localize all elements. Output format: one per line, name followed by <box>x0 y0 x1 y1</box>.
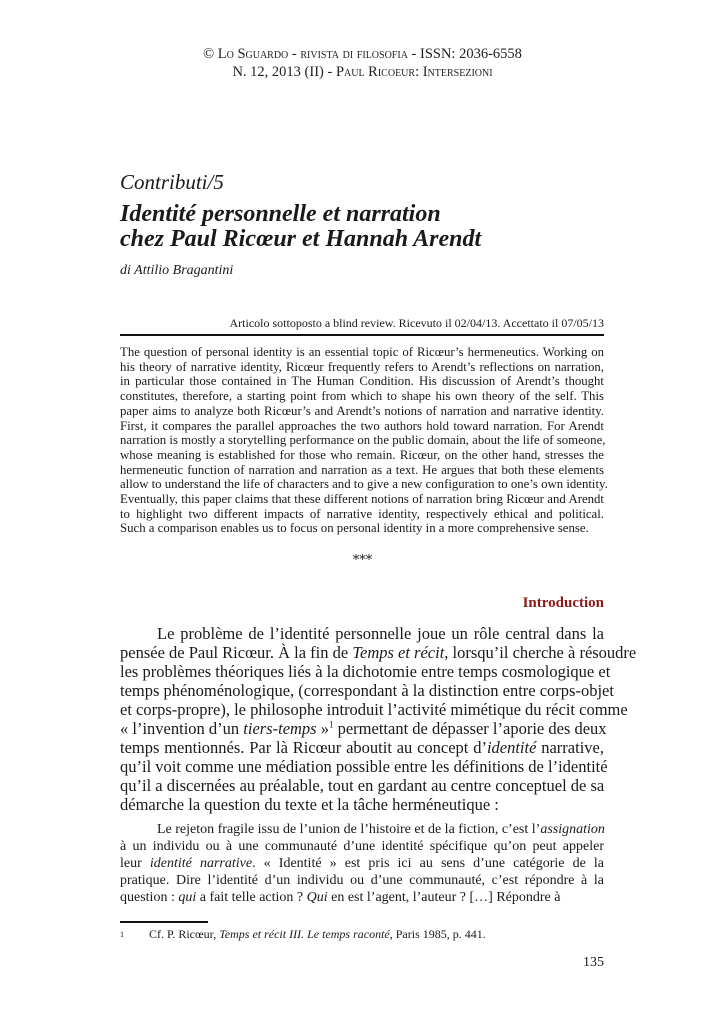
italic-text: Temps et récit <box>352 643 445 662</box>
section-label: Contributi/5 <box>120 170 224 194</box>
text-line <box>120 507 604 522</box>
footnote-ref[interactable]: 1 <box>328 719 334 730</box>
running-header-line-1 <box>0 46 725 63</box>
italic-text: Temps et récit III. Le temps raconté <box>219 927 390 941</box>
text-segment: pratique. Dire l’identité d’un individu ou d’une communauté, c’est répondre à la <box>120 873 604 888</box>
text-segment: » <box>316 719 329 738</box>
header-divider <box>120 334 604 336</box>
text-segment: à un individu ou à une communauté d’une identité spécifique qu’on peut appeler <box>120 839 604 854</box>
text-segment: The question of personal identity is an essential topic of Ricœur’s hermeneutics. Working on <box>120 345 604 359</box>
text-segment: et corps-propre), le philosophe introduit l’activité mimétique du récit comme <box>120 700 628 719</box>
italic-text: assignation <box>540 822 605 837</box>
text-line <box>120 681 614 700</box>
review-note: Articolo sottoposto a blind review. Ricevuto il 02/04/13. Accettato il 07/05/13 <box>229 316 604 330</box>
text-line <box>120 360 604 375</box>
text-line <box>120 521 604 536</box>
journal-name: Lo Sguardo - rivista di filosofia <box>217 46 408 62</box>
text-line <box>120 719 607 738</box>
text-line <box>120 821 604 838</box>
text-segment: constitutes, therefore, a starting point from which to shape his own theory of the self. This <box>120 389 604 404</box>
text-line <box>120 872 604 889</box>
abstract <box>120 345 608 536</box>
text-segment: paper aims to analyze both Ricœur’s and Arendt’s notions of narration and narrative identity. <box>120 403 604 418</box>
text-line <box>120 419 604 434</box>
text-segment: a fait telle action ? <box>196 890 307 905</box>
text-segment: pensée de Paul Ricœur. À la fin de <box>120 643 353 662</box>
text-segment: hermeneutic function of narration and narration as a text. He argues that both these elements <box>120 462 604 477</box>
text-line <box>120 889 604 906</box>
title-line: chez Paul Ricœur et Hannah Arendt <box>120 226 482 252</box>
text-line <box>120 463 604 478</box>
text-line <box>120 389 604 404</box>
italic-text: identité narrative <box>149 856 253 871</box>
text-segment: en est l’agent, l’auteur ? […] Répondre à <box>327 890 561 905</box>
text-segment: First, it compares the parallel approaches the two authors hold toward narration. For Arendt <box>120 418 604 433</box>
text-line <box>120 404 604 419</box>
footnote <box>120 927 486 942</box>
text-segment: in particular those contained in The Human Condition. His discussion of Arendt’s thought <box>120 374 604 389</box>
text-segment: Cf. P. Ricœur, <box>149 927 220 941</box>
text-line <box>120 855 604 872</box>
text-segment: Le problème de l’identité personnelle joue un rôle central dans la <box>157 624 604 643</box>
text-segment: question : <box>120 890 179 905</box>
text-line <box>120 738 604 757</box>
italic-text: identité <box>486 738 537 757</box>
issn: - ISSN: 2036-6558 <box>407 46 522 62</box>
text-segment: Le rejeton fragile issu de l’union de l’histoire et de la fiction, c’est l’ <box>157 822 541 837</box>
footnote-divider <box>120 921 208 923</box>
text-line <box>120 492 604 507</box>
text-segment: narrative, <box>536 738 604 757</box>
text-segment: « l’invention d’un <box>120 719 244 738</box>
issue-theme: Paul Ricoeur: Intersezioni <box>335 64 493 80</box>
section-heading: Introduction <box>522 595 604 611</box>
text-segment: his theory of narrative identity, Ricœur frequently refers to Arendt’s reflections on narration, <box>120 359 604 374</box>
text-segment: narration is mostly a storytelling performance on the public domain, about the life of someone, <box>120 433 606 448</box>
text-segment: temps phénoménologique, (correspondant à la distinction entre corps-objet <box>120 681 614 700</box>
text-segment: , lorsqu’il cherche à résoudre <box>444 643 637 662</box>
text-segment: Eventually, this paper claims that these different notions of narration bring Ricœur and Arendt <box>120 492 604 507</box>
text-segment: qu’il voit comme une médiation possible entre les définitions de l’identité <box>120 757 608 776</box>
text-segment: whose meaning is established for those who remain. Ricœur, on the other hand, stresses the <box>120 447 604 462</box>
footnote-number: 1 <box>120 930 124 939</box>
text-segment: to highlight two different impacts of narrative identity, respectively ethical and political. <box>120 506 604 521</box>
italic-text: tiers-temps <box>243 719 317 738</box>
author-byline: di Attilio Bragantini <box>120 263 234 278</box>
text-segment: démarche la question du texte et la tâche herméneutique : <box>120 795 499 814</box>
text-line <box>120 700 628 719</box>
text-segment: leur <box>120 856 150 871</box>
text-line <box>120 624 604 643</box>
text-segment: temps mentionnés. Par là Ricœur aboutit au concept d’ <box>120 738 487 757</box>
text-line <box>120 433 604 448</box>
text-segment: les problèmes théoriques liés à la dichotomie entre temps cosmologique et <box>120 662 611 681</box>
text-line <box>120 477 608 492</box>
text-line <box>120 838 604 855</box>
title-line: Identité personnelle et narration <box>120 201 441 227</box>
text-line <box>120 776 604 795</box>
text-line <box>120 662 611 681</box>
text-line <box>120 643 637 662</box>
block-quote <box>120 821 604 906</box>
text-segment: Such a comparison enables us to focus on personal identity in a more comprehensive sense. <box>120 521 589 536</box>
text-segment: , Paris 1985, p. 441. <box>389 927 486 941</box>
text-line <box>120 448 604 463</box>
text-line <box>120 345 604 360</box>
copyright-symbol: © <box>203 46 215 62</box>
body-paragraph <box>120 624 637 814</box>
text-line <box>120 757 608 776</box>
italic-text: qui <box>178 890 197 905</box>
article-title <box>120 202 481 252</box>
text-segment: . « Identité » est pris ici au sens d’une catégorie de la <box>252 856 604 871</box>
text-line <box>120 795 604 814</box>
text-segment: permettant de dépasser l’aporie des deux <box>333 719 607 738</box>
text-line <box>120 374 604 389</box>
page-number: 135 <box>583 955 604 970</box>
section-separator: *** <box>352 553 373 568</box>
running-header-line-2 <box>0 64 725 81</box>
italic-text: Qui <box>306 890 328 905</box>
text-segment: qu’il a discernées au préalable, tout en gardant au centre conceptuel de sa <box>120 776 605 795</box>
text-segment: allow to understand the life of characters and to give a new configuration to one’s own identity. <box>120 477 608 492</box>
issue-info: N. 12, 2013 (II) - <box>232 64 336 80</box>
